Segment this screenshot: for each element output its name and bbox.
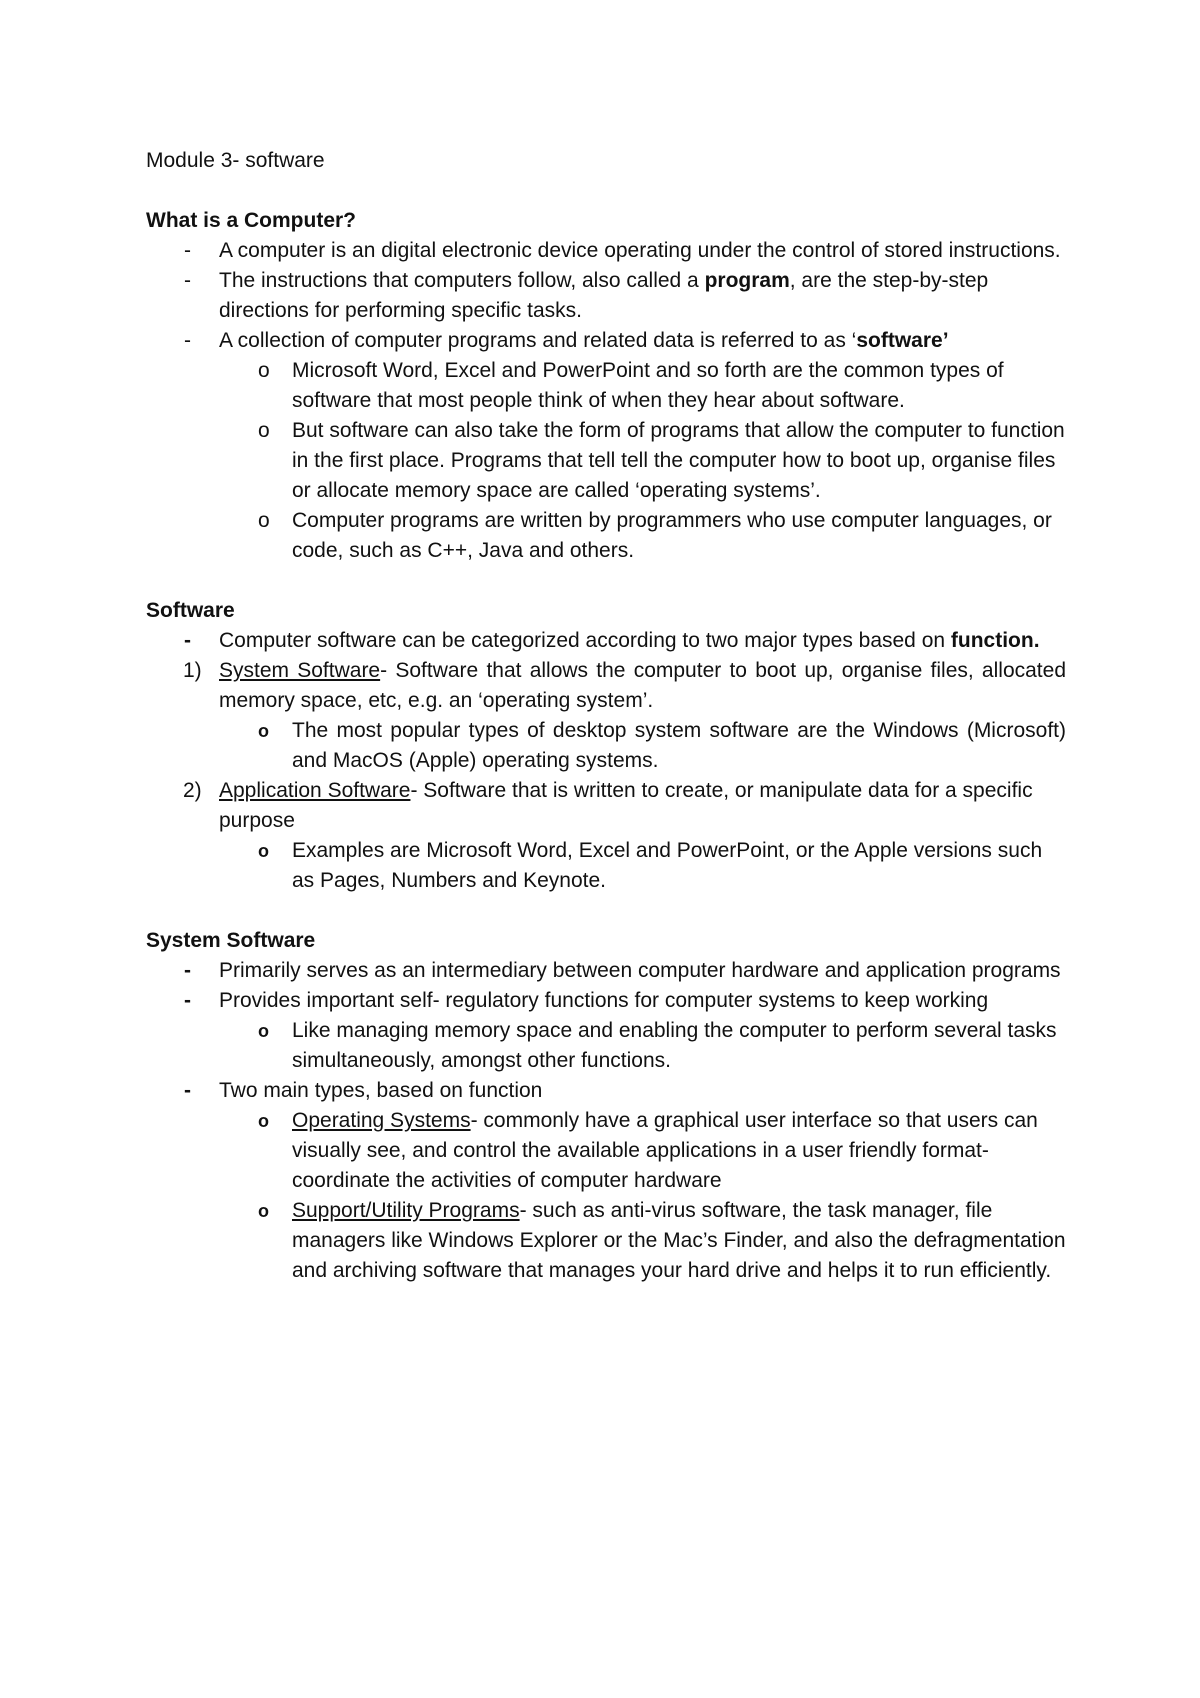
dash-bullet: - (184, 329, 191, 352)
underlined-term: Application Software (219, 779, 411, 802)
numbered-item (146, 656, 1066, 716)
bullet-item (146, 266, 1066, 326)
circle-bullet: o (258, 841, 269, 861)
dash-bullet: - (184, 959, 191, 982)
dash-bullet: - (184, 269, 191, 292)
bullet-item (146, 626, 1066, 656)
bullet-item (146, 1076, 1066, 1106)
bullet-item (146, 986, 1066, 1016)
section-heading-system-software: System Software (146, 929, 316, 952)
sub-bullet-text: - commonly have a graphical user interface so that users can visually see, and control the available applications in a user friendly format- coordinate the activities of computer hardware (292, 1109, 1038, 1192)
underlined-term: Support/Utility Programs (292, 1199, 520, 1222)
circle-bullet: o (258, 721, 269, 741)
underlined-term: Operating Systems (292, 1109, 471, 1132)
circle-bullet: o (258, 359, 270, 382)
bullet-text: A collection of computer programs and related data is referred to as ‘ (219, 329, 857, 352)
sub-bullet-item (146, 716, 1066, 776)
bullet-text: The instructions that computers follow, also called a (219, 269, 705, 292)
numbered-text: - Software that is written to create, or manipulate data for a specific purpose (219, 779, 1033, 832)
sub-bullet-text: Examples are Microsoft Word, Excel and PowerPoint, or the Apple versions such as Pages, Numbers and Keynote. (292, 839, 1043, 892)
sub-bullet-text: - such as anti-virus software, the task manager, file managers like Windows Explorer or the Mac’s Finder, and also the defragmentation and archiving software that manages your hard drive and helps it to run efficiently. (292, 1199, 1066, 1282)
bullet-item (146, 956, 1066, 986)
bold-term: program (704, 269, 790, 292)
section-heading-software: Software (146, 599, 235, 622)
bullet-text: A computer is an digital electronic device operating under the control of stored instructions. (219, 239, 1061, 262)
item-number: 2) (183, 779, 202, 802)
bullet-text: , are the step-by-step directions for performing specific tasks. (219, 269, 989, 322)
sub-bullet-text: Microsoft Word, Excel and PowerPoint and so forth are the common types of software that most people think of when they hear about software. (292, 359, 1004, 412)
sub-bullet-item (146, 416, 1066, 506)
dash-bullet: - (184, 1079, 191, 1102)
sub-bullet-text: Computer programs are written by programmers who use computer languages, or code, such as C++, Java and others. (292, 509, 1052, 562)
dash-bullet: - (184, 629, 191, 652)
document-title: Module 3- software (146, 149, 325, 172)
numbered-item (146, 776, 1066, 836)
sub-bullet-text: But software can also take the form of programs that allow the computer to function in the first place. Programs that tell tell the computer how to boot up, organise files or allocate memory space are called ‘operating systems’. (292, 419, 1065, 502)
numbered-text: - Software that allows the computer to boot up, organise files, allocated memory space, etc, e.g. an ‘operating system’. (219, 659, 1066, 712)
spacer (146, 566, 1066, 596)
spacer (146, 176, 1066, 206)
sub-bullet-item (146, 836, 1066, 896)
circle-bullet: o (258, 1111, 269, 1131)
circle-bullet: o (258, 1021, 269, 1041)
bullet-item (146, 326, 1066, 356)
item-number: 1) (183, 659, 202, 682)
dash-bullet: - (184, 989, 191, 1012)
circle-bullet: o (258, 1201, 269, 1221)
circle-bullet: o (258, 509, 270, 532)
spacer (146, 896, 1066, 926)
sub-bullet-item (146, 506, 1066, 566)
sub-bullet-text: Like managing memory space and enabling the computer to perform several tasks simultaneously, amongst other functions. (292, 1019, 1057, 1072)
sub-bullet-item (146, 1016, 1066, 1076)
section-heading-what-is-computer: What is a Computer? (146, 209, 357, 232)
dash-bullet: - (184, 239, 191, 262)
document-body (146, 146, 1066, 1286)
sub-bullet-item (146, 1106, 1066, 1196)
bullet-text: Two main types, based on function (219, 1079, 543, 1102)
sub-bullet-text: The most popular types of desktop system software are the Windows (Microsoft) and MacOS (Apple) operating systems. (292, 719, 1066, 772)
bold-term: software’ (856, 329, 949, 352)
bullet-text: Primarily serves as an intermediary between computer hardware and application programs (219, 959, 1061, 982)
bold-term: function. (950, 629, 1040, 652)
bullet-text: Computer software can be categorized according to two major types based on (219, 629, 951, 652)
bullet-text: Provides important self- regulatory functions for computer systems to keep working (219, 989, 989, 1012)
bullet-item (146, 236, 1066, 266)
sub-bullet-item (146, 1196, 1066, 1286)
circle-bullet: o (258, 419, 270, 442)
underlined-term: System Software (219, 659, 381, 682)
sub-bullet-item (146, 356, 1066, 416)
